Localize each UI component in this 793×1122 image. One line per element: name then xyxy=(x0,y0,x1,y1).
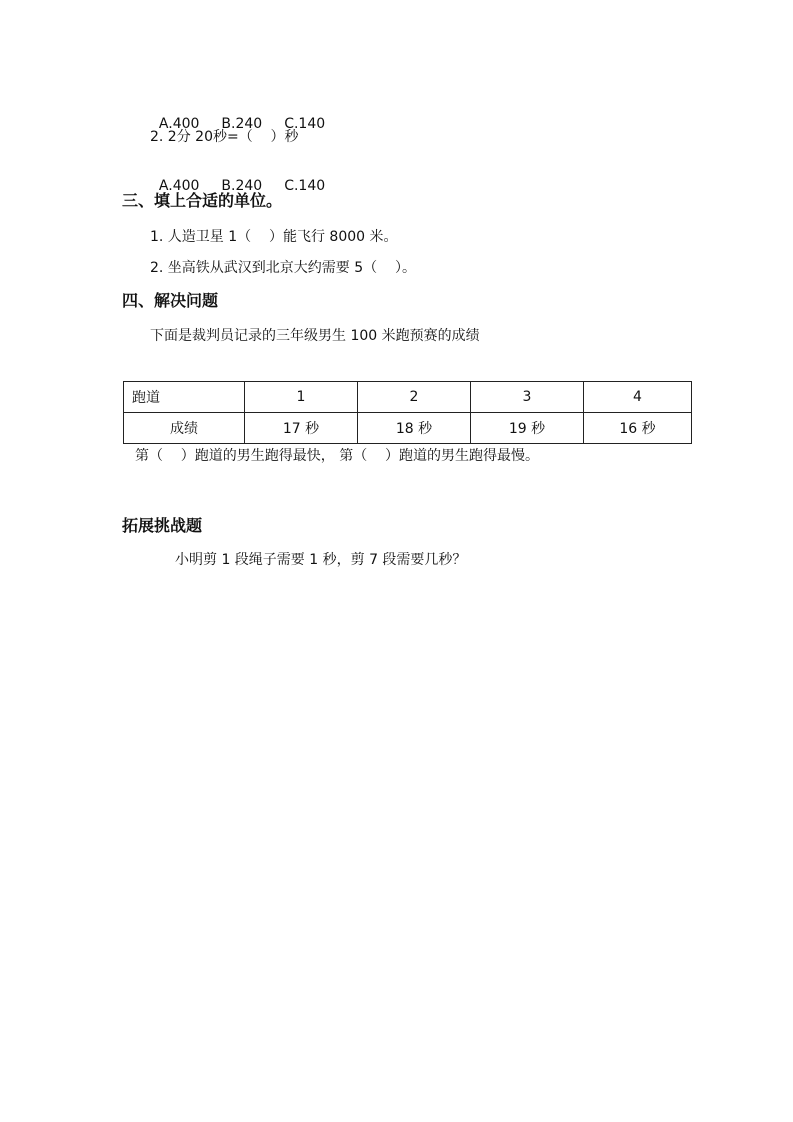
section4-heading: 四、解决问题 xyxy=(122,291,219,310)
table-cell: 17 秒 xyxy=(245,413,358,444)
table-cell: 16 秒 xyxy=(584,413,692,444)
q2-text: 2. 2分 20秒=（ ）秒 xyxy=(150,129,299,145)
table-cell: 1 xyxy=(245,382,358,413)
score-table xyxy=(123,381,692,444)
section3-item-1: 1. 人造卫星 1（ ）能飞行 8000 米。 xyxy=(150,229,398,245)
table-cell: 4 xyxy=(584,382,692,413)
table-row xyxy=(124,413,692,444)
table-cell: 3 xyxy=(471,382,584,413)
extension-question: 小明剪 1 段绳子需要 1 秒，剪 7 段需要几秒？ xyxy=(175,552,467,568)
q1-option-c: C.140 xyxy=(284,116,326,132)
q2-option-a: A.400 xyxy=(158,178,200,194)
table-cell: 2 xyxy=(358,382,471,413)
extension-heading: 拓展挑战题 xyxy=(122,516,203,535)
section4-intro: 下面是裁判员记录的三年级男生 100 米跑预赛的成绩 xyxy=(150,328,480,344)
q2-options xyxy=(150,159,347,195)
table-cell: 18 秒 xyxy=(358,413,471,444)
table-cell: 成绩 xyxy=(124,413,245,444)
section3-heading: 三、填上合适的单位。 xyxy=(122,191,283,210)
q2-option-b: B.240 xyxy=(221,178,263,194)
q2-option-c: C.140 xyxy=(284,178,326,194)
q1-option-a: A.400 xyxy=(158,116,200,132)
q1-option-b: B.240 xyxy=(221,116,263,132)
table-cell: 跑道 xyxy=(124,382,245,413)
table-row xyxy=(124,382,692,413)
table-cell: 19 秒 xyxy=(471,413,584,444)
section4-question: 第（ ）跑道的男生跑得最快， 第（ ）跑道的男生跑得最慢。 xyxy=(135,448,540,464)
section3-item-2: 2. 坐高铁从武汉到北京大约需要 5（ ）。 xyxy=(150,260,416,276)
